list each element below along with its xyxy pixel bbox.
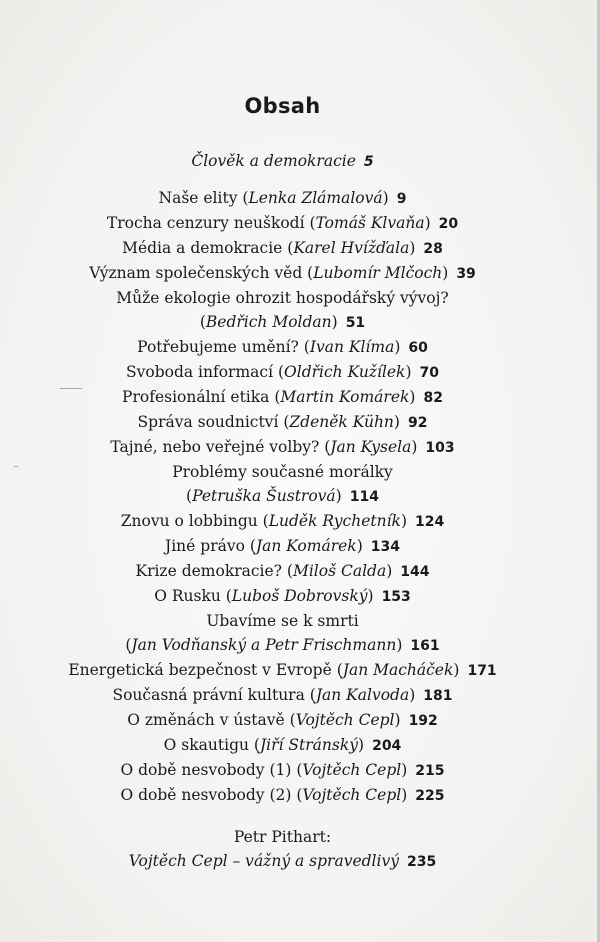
page-number: 161	[410, 638, 440, 654]
epilogue-author: Petr Pithart:	[233, 828, 332, 846]
entry-author: Ivan Klíma	[309, 338, 395, 356]
toc-entry: Tajné, nebo veřejné volby? (Jan Kysela) 103	[110, 438, 455, 456]
page-number: 225	[415, 788, 445, 804]
page-number: 70	[419, 365, 439, 381]
entry-author: Martin Komárek	[280, 388, 410, 406]
toc-entry: Jiné právo (Jan Komárek) 134	[165, 537, 400, 555]
spacer	[0, 808, 565, 825]
page-number: 39	[456, 266, 476, 282]
entry-author: Jan Vodňanský a Petr Frischmann	[131, 636, 397, 654]
page-number: 20	[438, 216, 459, 232]
page-number: 204	[372, 738, 402, 754]
page-number: 215	[415, 763, 445, 779]
page-number: 60	[408, 340, 428, 356]
entry-author: Luboš Dobrovský	[231, 587, 368, 605]
toc-entry: Energetická bezpečnost v Evropě (Jan Macháček) 171	[68, 661, 497, 679]
page-number: 134	[370, 539, 400, 555]
page-number: 235	[407, 854, 437, 870]
page-number: 153	[381, 589, 411, 605]
toc-entry: O době nesvobody (1) (Vojtěch Cepl) 215	[120, 761, 445, 779]
toc-entry: Význam společenských věd (Lubomír Mlčoch) 39	[89, 264, 476, 282]
toc-entry: Může ekologie ohrozit hospodářský vývoj? (Bedřich Moldan) 51	[116, 289, 449, 331]
toc-entry: Problémy současné morálky (Petruška Šustrová) 114	[172, 463, 393, 505]
entry-author: Vojtěch Cepl	[302, 786, 402, 804]
toc-entry: Potřebujeme umění? (Ivan Klíma) 60	[137, 338, 428, 356]
page-number: 5	[363, 154, 374, 170]
entry-author: Jan Macháček	[342, 661, 454, 679]
toc-entry: Naše elity (Lenka Zlámalová) 9	[158, 189, 407, 207]
entry-author: Jan Kysela	[330, 438, 412, 456]
section-heading	[0, 149, 565, 174]
page-title: Obsah	[244, 94, 321, 118]
entry-author: Petruška Šustrová	[192, 487, 336, 505]
entry-author: Jan Kalvoda	[315, 686, 410, 704]
toc-entry: Současná právní kultura (Jan Kalvoda) 181	[112, 686, 453, 704]
toc-entry	[0, 849, 565, 874]
page-number: 82	[423, 390, 443, 406]
entry-author: Jan Komárek	[255, 537, 357, 555]
toc-entry: Profesionální etika (Martin Komárek) 82	[122, 388, 443, 406]
entry-author: Miloš Calda	[292, 562, 387, 580]
page-number: 92	[407, 415, 428, 431]
toc-entry: Správa soudnictví (Zdeněk Kühn) 92	[137, 413, 428, 431]
toc-entry: O Rusku (Luboš Dobrovský) 153	[154, 587, 411, 605]
page-number: 28	[423, 241, 443, 257]
toc-entry: Trocha cenzury neuškodí (Tomáš Klvaňa) 20	[106, 214, 459, 232]
entry-author: Jiří Stránský	[259, 736, 359, 754]
entry-author: Lubomír Mlčoch	[313, 264, 443, 282]
toc-entry: Svoboda informací (Oldřich Kužílek) 70	[126, 363, 439, 381]
toc-entry: O době nesvobody (2) (Vojtěch Cepl) 225	[120, 786, 445, 804]
entry-author: Zdeněk Kühn	[289, 413, 394, 431]
toc-entry: O změnách v ústavě (Vojtěch Cepl) 192	[127, 711, 438, 729]
entry-author: Karel Hvížďala	[293, 239, 410, 257]
page-number: 124	[415, 514, 445, 530]
entry-author: Lenka Zlámalová	[248, 189, 383, 207]
page-number: 51	[345, 315, 366, 331]
page-number: 144	[400, 564, 430, 580]
page-number: 171	[467, 663, 497, 679]
toc-entry: Krize demokracie? (Miloš Calda) 144	[135, 562, 430, 580]
table-of-contents	[0, 149, 565, 874]
epilogue-title: Vojtěch Cepl – vážný a spravedlivý	[128, 852, 399, 870]
page-number: 9	[396, 191, 407, 207]
entry-author: Vojtěch Cepl	[295, 711, 395, 729]
page-number: 181	[423, 688, 453, 704]
entry-author: Tomáš Klvaňa	[315, 214, 425, 232]
entry-author: Luděk Rychetník	[268, 512, 401, 530]
toc-entry: Znovu o lobbingu (Luděk Rychetník) 124	[120, 512, 445, 530]
entry-author: Vojtěch Cepl	[302, 761, 402, 779]
toc-entry: O skautigu (Jiří Stránský) 204	[163, 736, 402, 754]
entry-author: Bedřich Moldan	[205, 313, 332, 331]
page-number: 103	[425, 440, 455, 456]
page-number: 114	[349, 489, 379, 505]
page-number: 192	[408, 713, 438, 729]
entry-author: Oldřich Kužílek	[284, 363, 406, 381]
toc-entry: Ubavíme se k smrti (Jan Vodňanský a Petr Frischmann) 161	[125, 612, 440, 654]
toc-entry: Média a demokracie (Karel Hvížďala) 28	[122, 239, 443, 257]
section-title: Člověk a demokracie	[191, 152, 356, 170]
